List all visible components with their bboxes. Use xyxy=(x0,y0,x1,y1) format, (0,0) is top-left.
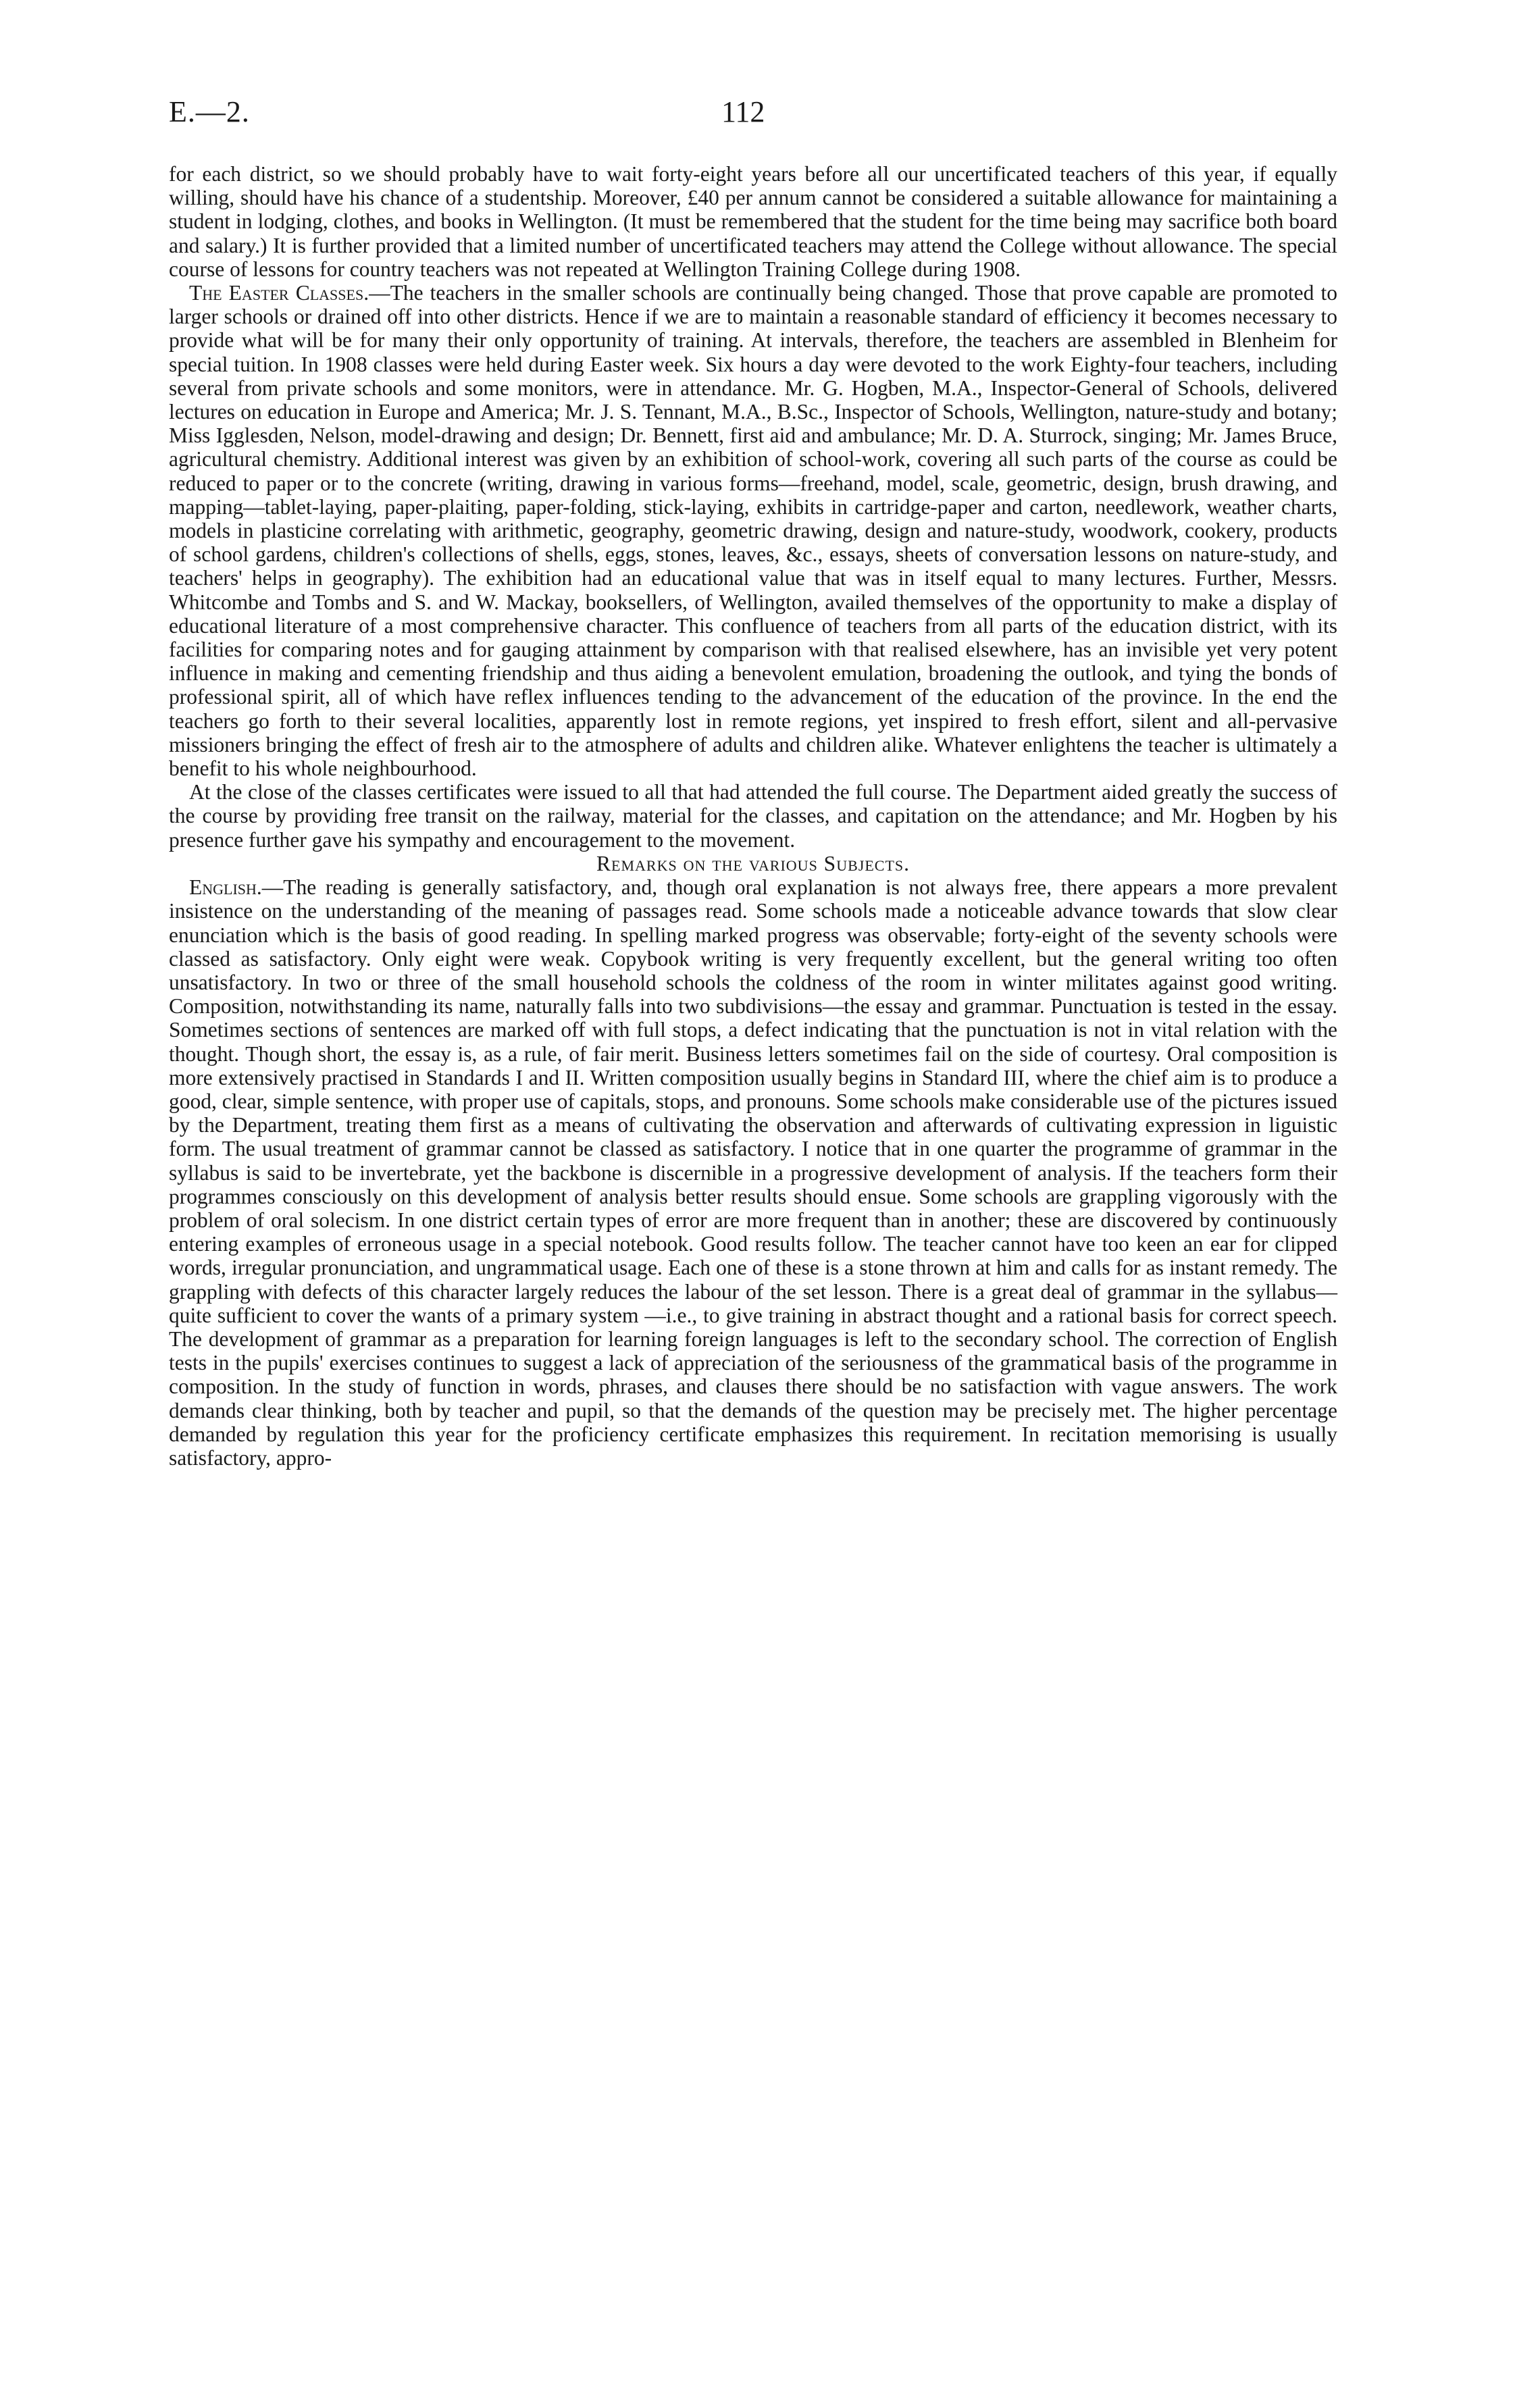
paragraph-easter-classes xyxy=(169,281,1337,780)
paragraph-studentship: for each district, so we should probably have to wait forty-eight years before all our uncertificated teachers of this year, if equally willing, should have his chance of a studentship. Moreover, £40 per annum cannot be considered a suitable allowance for maintaining a student in lodging, clothes, and books in Wellington. (It must be remembered that the student for the time being may sacrifice both board and salary.) It is further provided that a limited number of uncertificated teachers may attend the College without allowance. The special course of lessons for country teachers was not repeated at Wellington Training College during 1908. xyxy=(169,162,1337,281)
page-number: 112 xyxy=(721,95,765,128)
paragraph-english xyxy=(169,875,1337,1470)
paragraph-certificates: At the close of the classes certificates were issued to all that had attended the full course. The Department aided greatly the success of the course by providing free transit on the railway, material for the classes, and capitation on the attendance; and Mr. Hogben by his presence further gave his sympathy and encouragement to the movement. xyxy=(169,780,1337,852)
page-reference: E.—2. xyxy=(169,95,250,128)
body-text xyxy=(169,162,1337,1470)
english-heading: English. xyxy=(189,875,262,900)
english-text: —The reading is generally satisfactory, and, though oral explanation is not always free, there appears a more prevalent insistence on the understanding of the meaning of passages read. Some schools made a noticeable advance towards that slow clear enunciation which is the basis of good reading. In spelling marked progress was observable; forty-eight of the seventy schools were classed as satisfactory. Only eight were weak. Copybook writing is very frequently excellent, but the general writing too often unsatisfactory. In two or three of the small household schools the coldness of the room in winter militates against good writing. Composition, notwithstanding its name, naturally falls into two subdivisions—the essay and grammar. Punctuation is tested in the essay. Sometimes sections of sentences are marked off with full stops, a defect indicating that the punctuation is not in vital relation with the thought. Though short, the essay is, as a rule, of fair merit. Business letters sometimes fail on the side of courtesy. Oral composition is more extensively practised in Standards I and II. Written composition usually begins in Standard III, where the chief aim is to produce a good, clear, simple sentence, with proper use of capitals, stops, and pronouns. Some schools make considerable use of the pictures issued by the Department, treating them first as a means of cultivating the observation and afterwards of cultivating expression in liguistic form. The usual treatment of grammar cannot be classed as satisfactory. I notice that in one quarter the programme of grammar in the syllabus is said to be invertebrate, yet the backbone is discernible in a progressive development of analysis. If the teachers form their programmes consciously on this development of analysis better results should ensue. Some schools are grappling vigorously with the problem of oral solecism. In one district certain types of error are more frequent than in another; these are discovered by continuously entering examples of erroneous usage in a special notebook. Good results follow. The teacher cannot have too keen an ear for clipped words, irregular pronunciation, and ungrammatical usage. Each one of these is a stone thrown at him and calls for as instant remedy. The grappling with defects of this character largely reduces the labour of the set lesson. There is a great deal of grammar in the syllabus—quite sufficient to cover the wants of a primary system —i.e., to give training in abstract thought and a rational basis for correct speech. The development of grammar as a preparation for learning foreign languages is left to the secondary school. The correction of English tests in the pupils' exercises continues to suggest a lack of appreciation of the seriousness of the grammatical basis of the programme in composition. In the study of function in words, phrases, and clauses there should be no satisfaction with vague answers. The work demands clear thinking, both by teacher and pupil, so that the demands of the question may be precisely met. The higher percentage demanded by regulation this year for the proficiency certificate emphasizes this requirement. In recitation memorising is usually satisfactory, appro- xyxy=(169,875,1337,1470)
section-heading: Remarks on the various Subjects. xyxy=(596,851,910,875)
easter-classes-heading: The Easter Classes. xyxy=(189,281,369,305)
easter-classes-text: —The teachers in the smaller schools are continually being changed. Those that prove capable are promoted to larger schools or drained off into other districts. Hence if we are to maintain a reasonable standard of efficiency it becomes necessary to provide what will be for many their only opportunity of training. At intervals, therefore, the teachers are assembled in Blenheim for special tuition. In 1908 classes were held during Easter week. Six hours a day were devoted to the work Eighty-four teachers, including several from private schools and some monitors, were in attendance. Mr. G. Hogben, M.A., Inspector-General of Schools, delivered lectures on education in Europe and America; Mr. J. S. Tennant, M.A., B.Sc., Inspector of Schools, Wellington, nature-study and botany; Miss Igglesden, Nelson, model-drawing and design; Dr. Bennett, first aid and ambulance; Mr. D. A. Sturrock, singing; Mr. James Bruce, agricultural chemistry. Additional interest was given by an exhibition of school-work, covering all such parts of the course as could be reduced to paper or to the concrete (writing, drawing in various forms—freehand, model, scale, geometric, design, brush drawing, and mapping—tablet-laying, paper-plaiting, paper-folding, stick-laying, exhibits in cartridge-paper and carton, needlework, weather charts, models in plasticine correlating with arithmetic, geography, geometric drawing, design and nature-study, woodwork, cookery, products of school gardens, children's collections of shells, eggs, stones, leaves, &c., essays, sheets of conversation lessons on nature-study, and teachers' helps in geography). The exhibition had an educational value that was in itself equal to many lectures. Further, Messrs. Whitcombe and Tombs and S. and W. Mackay, booksellers, of Wellington, availed themselves of the opportunity to make a display of educational literature of a most comprehensive character. This confluence of teachers from all parts of the education district, with its facilities for comparing notes and for gauging attainment by comparison with that realised elsewhere, has an invisible yet very potent influence in making and cementing friendship and thus aiding a benevolent emulation, broadening the outlook, and tying the bonds of professional spirit, all of which have reflex influences tending to the advancement of the education of the province. In the end the teachers go forth to their several localities, apparently lost in remote regions, yet inspired to fresh effort, silent and all-pervasive missioners bringing the effect of fresh air to the atmosphere of adults and children alike. Whatever enlightens the teacher is ultimately a benefit to his whole neighbourhood. xyxy=(169,281,1337,781)
